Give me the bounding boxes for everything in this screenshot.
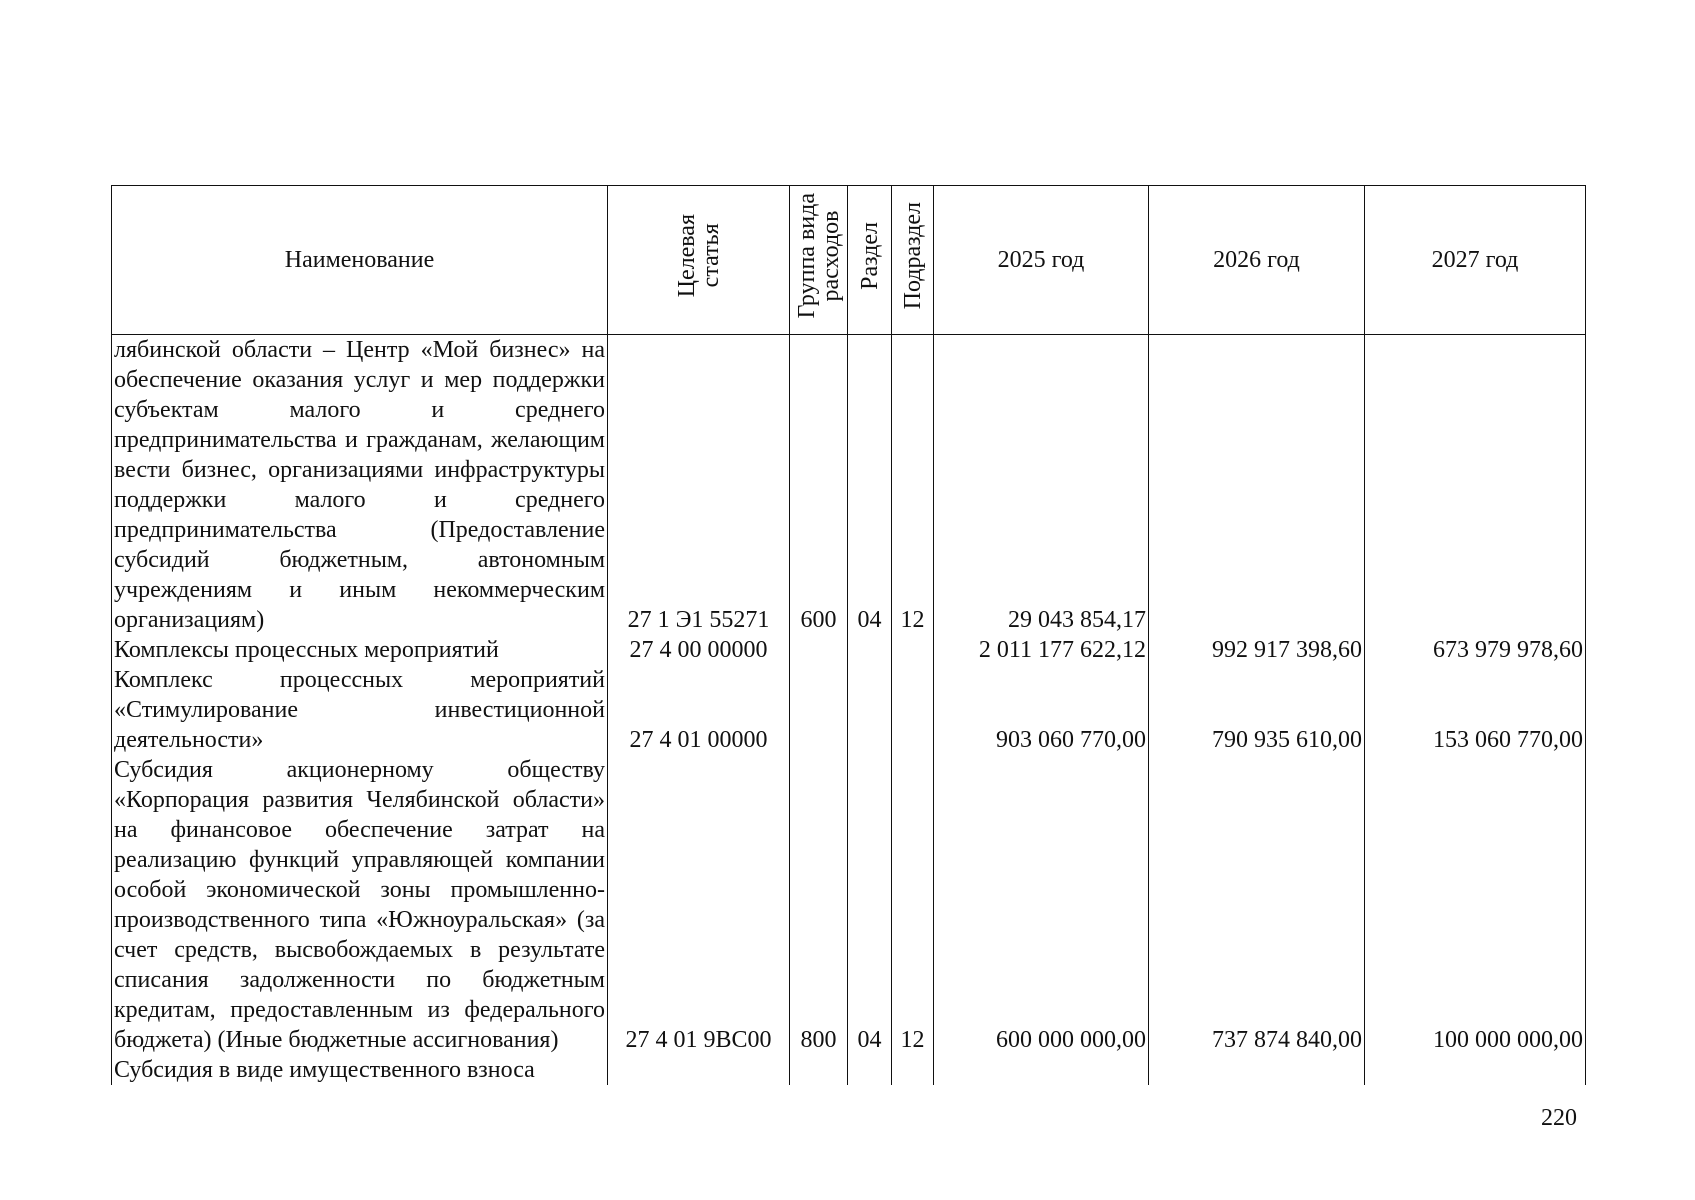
row-amount-2026: 737 874 840,00	[1149, 755, 1365, 1055]
row-amount-2025: 600 000 000,00	[934, 755, 1149, 1055]
row-section	[848, 635, 892, 665]
row-amount-2026: 992 917 398,60	[1149, 635, 1365, 665]
budget-table	[111, 185, 1586, 1085]
row-subsection	[892, 665, 934, 755]
row-expense-group	[790, 635, 848, 665]
row-expense-group: 800	[790, 755, 848, 1055]
table-row	[112, 635, 1586, 665]
header-expense-group: Группа вида расходов	[790, 186, 848, 335]
row-amount-2027: 673 979 978,60	[1365, 635, 1586, 665]
row-amount-2025: 29 043 854,17	[934, 335, 1149, 636]
header-2026: 2026 год	[1149, 186, 1365, 335]
row-expense-group: 600	[790, 335, 848, 636]
row-expense-group	[790, 1055, 848, 1085]
header-name: Наименование	[112, 186, 608, 335]
row-name: Субсидия акционерному обществу «Корпорация развития Челябинской области» на финансовое обеспечение затрат на реализацию функций управляющей компании особой экономической зоны промышленно-производственного типа «Южноуральская» (за счет средств, высвобождаемых в результате списания задолженности по бюджетным кредитам, предоставленным из федерального бюджета) (Иные бюджетные ассигнования)	[112, 755, 608, 1055]
row-name: Субсидия в виде имущественного взноса	[112, 1055, 608, 1085]
row-target-article: 27 4 00 00000	[608, 635, 790, 665]
row-subsection: 12	[892, 755, 934, 1055]
table-row	[112, 335, 1586, 636]
row-amount-2026	[1149, 335, 1365, 636]
header-target-article: Целевая статья	[608, 186, 790, 335]
row-amount-2027: 153 060 770,00	[1365, 665, 1586, 755]
row-name: Комплекс процессных мероприятий «Стимулирование инвестиционной деятельности»	[112, 665, 608, 755]
header-section: Раздел	[848, 186, 892, 335]
row-target-article: 27 4 01 00000	[608, 665, 790, 755]
header-2027: 2027 год	[1365, 186, 1586, 335]
header-2025: 2025 год	[934, 186, 1149, 335]
table-row	[112, 1055, 1586, 1085]
row-target-article: 27 1 Э1 55271	[608, 335, 790, 636]
row-amount-2026: 790 935 610,00	[1149, 665, 1365, 755]
row-amount-2027: 100 000 000,00	[1365, 755, 1586, 1055]
row-amount-2027	[1365, 1055, 1586, 1085]
row-name: лябинской области – Центр «Мой бизнес» на обеспечение оказания услуг и мер поддержки субъектам малого и среднего предпринимательства и гражданам, желающим вести бизнес, организациями инфраструктуры поддержки малого и среднего предпринимательства (Предоставление субсидий бюджетным, автономным учреждениям и иным некоммерческим организациям)	[112, 335, 608, 636]
row-target-article	[608, 1055, 790, 1085]
table-header-row	[112, 186, 1586, 335]
row-subsection: 12	[892, 335, 934, 636]
row-expense-group	[790, 665, 848, 755]
row-name: Комплексы процессных мероприятий	[112, 635, 608, 665]
row-section	[848, 1055, 892, 1085]
row-amount-2025: 2 011 177 622,12	[934, 635, 1149, 665]
row-section	[848, 665, 892, 755]
row-subsection	[892, 1055, 934, 1085]
row-subsection	[892, 635, 934, 665]
header-subsection: Подраздел	[892, 186, 934, 335]
page-number: 220	[1541, 1105, 1577, 1131]
table-row	[112, 665, 1586, 755]
row-target-article: 27 4 01 9ВС00	[608, 755, 790, 1055]
row-amount-2027	[1365, 335, 1586, 636]
row-section: 04	[848, 335, 892, 636]
row-amount-2025: 903 060 770,00	[934, 665, 1149, 755]
row-amount-2026	[1149, 1055, 1365, 1085]
row-amount-2025	[934, 1055, 1149, 1085]
row-section: 04	[848, 755, 892, 1055]
table-row	[112, 755, 1586, 1055]
